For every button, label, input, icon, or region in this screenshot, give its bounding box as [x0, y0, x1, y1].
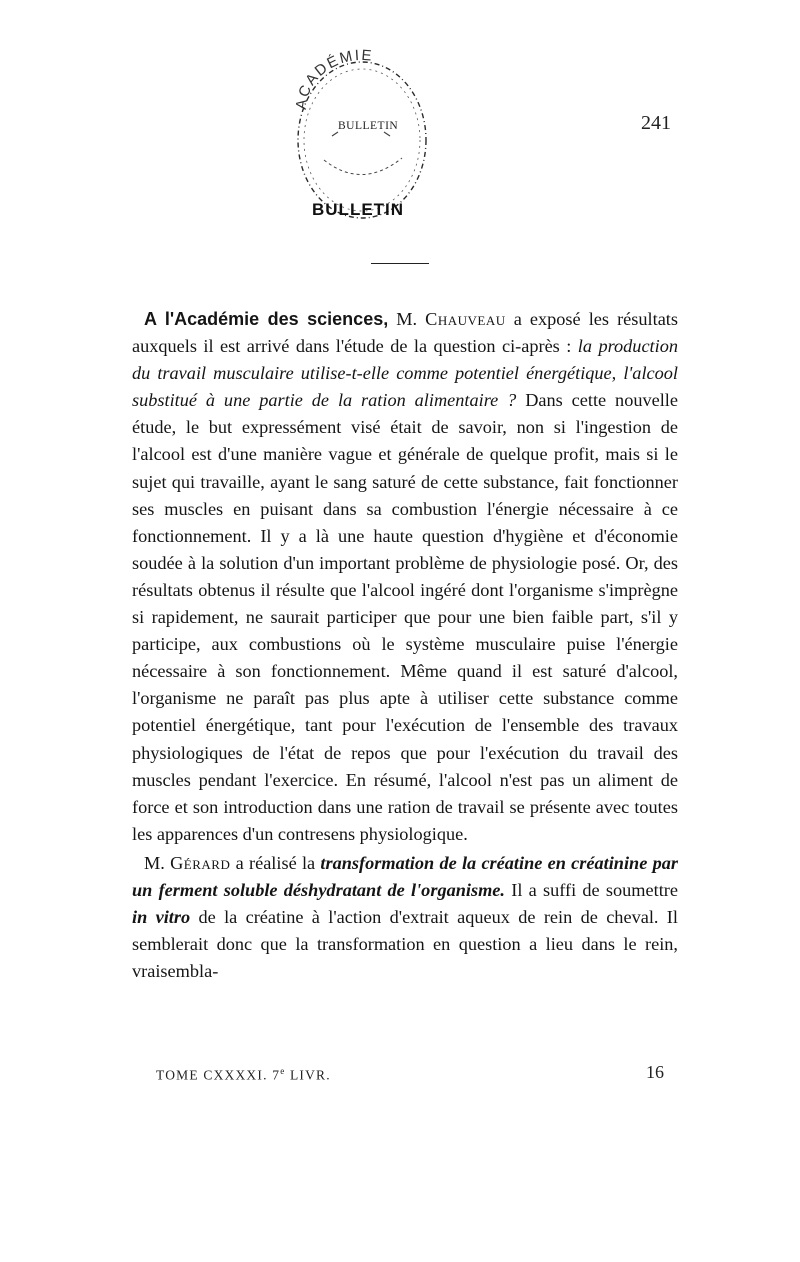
paragraph-chauveau: [132, 306, 678, 848]
author-name: Gérard: [170, 852, 231, 873]
stamp-bottom-text: BULLETIN: [312, 200, 405, 219]
paragraph-text: de la créatine à l'action d'extrait aqueux de rein de cheval. Il semblerait donc que la transformation en question a lieu dans le rein, vraisembla-: [132, 907, 678, 982]
study-question: la production du travail musculaire utilise-t-elle comme potentiel énergétique, l'alcool substitué à une partie de la ration alimentaire ?: [132, 336, 678, 411]
stamp-arc-text: ACADÉMIE: [292, 46, 375, 111]
livr-label: LIVR.: [285, 1067, 331, 1083]
paragraph-text: a réalisé la: [230, 852, 321, 873]
paragraph-text: a exposé les résultats auxquels il est arrivé dans l'étude de la question ci-après :: [132, 309, 678, 357]
section-lead: A l'Académie des sciences,: [144, 309, 389, 329]
svg-text:ACADÉMIE: [293, 47, 374, 111]
library-stamp: [282, 40, 442, 236]
page-number: 241: [641, 112, 671, 134]
author-name: Chauveau: [425, 309, 506, 329]
tome-label: TOME CXXXXI. 7: [156, 1067, 281, 1083]
in-vitro-term: in vitro: [132, 907, 191, 928]
author-prefix: M.: [388, 309, 426, 329]
article-body: [132, 306, 678, 985]
paragraph-text: Dans cette nouvelle étude, le but expressément visé était de savoir, non si l'ingestion de l'alcool est d'une manière vague et générale de quelque profit, mais si le sujet qui travaille, ayant le sang saturé de cette substance, fait fonctionner ses muscles en puisant dans sa combustion l'énergie nécessaire à ce fonctionnement. Il y a là une haute question d'hygiène et d'économie soudée à la solution d'un important problème de physiologie posé. Or, des résultats obtenus il résulte que l'alcool ingéré dont l'organisme s'imprègne si rapidement, ne saurait participer que pour une bien faible part, s'il y participe, aux combustions où le système musculaire puise l'énergie nécessaire à son fonctionnement. Même quand il est saturé d'alcool, l'organisme ne paraît pas plus apte à utiliser cette substance comme potentiel énergétique, tant pour l'exécution de l'ensemble des travaux physiologiques de l'état de repos que pour l'exécution du travail des muscles pendant l'exercice. En résumé, l'alcool n'est pas un aliment de force et son introduction dans une ration de travail se présente avec toutes les apparences d'un contresens physiologique.: [132, 390, 679, 844]
stamp-mid-text: BULLETIN: [338, 120, 399, 132]
livr-superscript: e: [280, 1066, 286, 1076]
section-divider: [371, 263, 429, 264]
author-prefix: M.: [144, 852, 171, 873]
paragraph-gerard: [132, 850, 678, 985]
volume-signature: [156, 1066, 331, 1084]
signature-number: 16: [646, 1062, 664, 1082]
paragraph-text: Il a suffi de soumettre: [505, 879, 678, 900]
study-title: transformation de la créatine en créatinine par un ferment soluble déshydratant de l'organisme.: [132, 852, 678, 900]
